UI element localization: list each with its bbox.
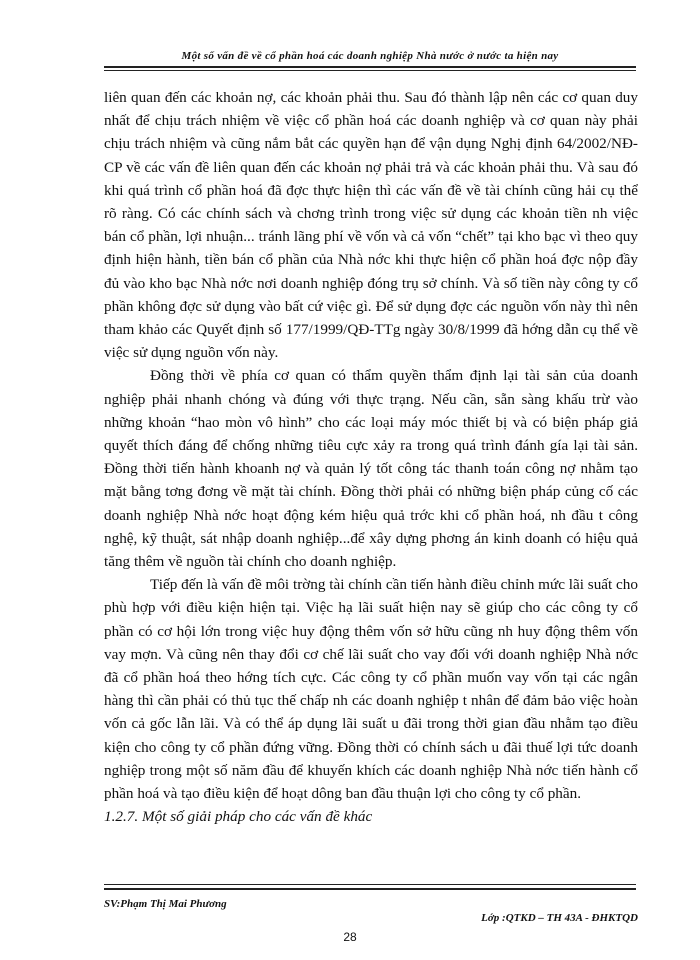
running-header: Một số vấn đề về cổ phần hoá các doanh nghiệp Nhà nước ở nước ta hiện nay — [181, 50, 559, 62]
page-number: 28 — [343, 930, 357, 944]
footer-author: SV:Phạm Thị Mai Phương — [104, 898, 227, 910]
section-subheading: 1.2.7. Một số giải pháp cho các vấn đề khác — [104, 808, 373, 826]
paragraph-2: Đồng thời về phía cơ quan có thẩm quyền thẩm định lại tài sản của doanh nghiệp phải nhanh chóng và đúng với thực trạng. Nếu cần, sẵn sàng khấu trừ vào những khoản “hao mòn vô hình” cho các loại máy móc thiết bị và có biện pháp giả quyết thích đáng để chống những tiêu cực xảy ra trong quá trình đánh gía lại tài sản. Đồng thời tiến hành khoanh nợ và quản lý tốt công tác thanh toán công nợ nhằm tạo mặt bằng tơng đơng về mặt tài chính. Đồng thời phải có những biện pháp củng cố các doanh nghiệp Nhà nớc hoạt động kém hiệu quả trớc khi cổ phần hoá, nh đầu t công nghệ, kỹ thuật, sát nhập doanh nghiệp...để xây dựng phơng án kinh doanh có hiệu quả tăng thêm về nguồn tài chính cho doanh nghiệp. — [104, 367, 638, 571]
header-rule-thick — [104, 66, 636, 68]
paragraph-1: liên quan đến các khoản nợ, các khoản phải thu. Sau đó thành lập nên các cơ quan duy nhất để chịu trách nhiệm về việc cổ phần hoá các doanh nghiệp và cơ quan này phải chịu trách nhiệm và cũng nắm bắt các quyền hạn để vận dụng Nghị định 64/2002/NĐ-CP về các vấn đề liên quan đến các khoản nợ phải trả và các khoản phải thu. Và sau đó khi quá trình cổ phần hoá đã đợc thực hiện thì các vấn đề về tài chính cũng hải cụ thể rõ ràng. Có các chính sách và chơng trình trong việc sử dụng các khoản tiền nh việc bán cổ phần, lợi nhuận... tránh lãng phí về vốn và cả vốn “chết” tại kho bạc vì theo quy định hiện hành, tiền bán cổ phần của Nhà nớc khi thực hiện cổ phần hoá đợc nộp đầy đủ vào kho bạc Nhà nớc nơi doanh nghiệp đóng trụ sở chính. Và số tiền này công ty cổ phần không đợc sử dụng vào bất cứ việc gì. Để sử dụng đợc các nguồn vốn này thì nên tham khảo các Quyết định số 177/1999/QĐ-TTg ngày 30/8/1999 đã hớng dẫn cụ thể về việc sử dụng nguồn vốn này. — [104, 89, 638, 362]
body-text — [104, 86, 638, 829]
footer-rule-thick — [104, 888, 636, 890]
header-rule-thin — [104, 70, 636, 71]
footer-rule-thin — [104, 884, 636, 885]
paragraph-3: Tiếp đến là vấn đề môi trờng tài chính cần tiến hành điều chỉnh mức lãi suất cho phù hợp với điều kiện hiện tại. Việc hạ lãi suất hiện nay sẽ giúp cho các công ty cổ phần có cơ hội lớn trong việc huy động thêm vốn sở hữu cũng nh huy động thêm vốn vay mợn. Và cũng nên thay đổi cơ chế lãi suất cho vay đối với doanh nghiệp Nhà nớc đã cổ phần hoá theo hớng tích cực. Các công ty cổ phần muốn vay vốn tại các ngân hàng thì cần phải có thủ tục thế chấp nh các doanh nghiệp t nhân để đảm bảo việc hoàn vốn cả gốc lẫn lãi. Và có thể áp dụng lãi suất u đãi trong thời gian đầu nhằm tạo điều kiện cho công ty cổ phần đứng vững. Đồng thời có chính sách u đãi thuế lợi tức doanh nghiệp trong một số năm đầu để khuyến khích các doanh nghiệp Nhà nớc tiến hành cổ phần hoá và tạo điều kiện để hoạt dông ban đầu thuận lợi cho công ty cổ phần. — [104, 576, 638, 803]
footer-class: Lớp :QTKD – TH 43A - ĐHKTQD — [481, 912, 638, 924]
